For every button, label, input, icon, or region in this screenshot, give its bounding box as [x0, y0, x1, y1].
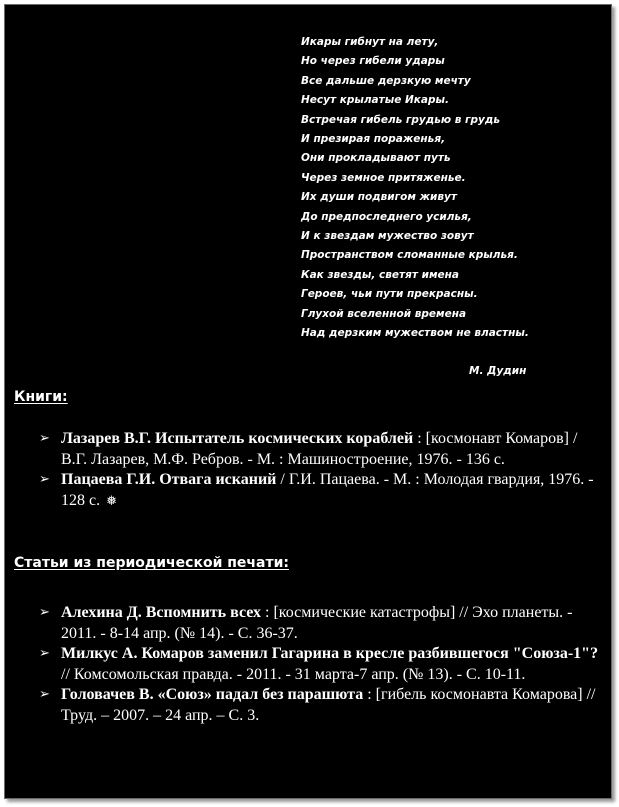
list-item [39, 644, 601, 685]
entry-details: / Г.И. Пацаева. - М. : Молодая гвардия, 1976. - 128 с. [61, 471, 594, 509]
entry-details: // Комсомольская правда. - 2011. - 31 марта-7 апр. (№ 13). - С. 10-11. [61, 665, 526, 683]
arrow-bullet-icon: ➢ [39, 687, 50, 702]
books-list [39, 429, 601, 512]
poem-line: Как звезды, светят имена [301, 268, 459, 281]
poem-author: М. Дудин [469, 365, 527, 377]
entry-title: Головачев В. «Союз» падал без парашюта [61, 686, 364, 703]
list-item [39, 470, 601, 512]
articles-list [39, 603, 601, 726]
poem-line: Через земное притяженье. [301, 171, 466, 184]
poem-line: Но через гибели удары [301, 55, 445, 68]
entry-details: : [гибель космонавта Комарова] // Труд. – 2007. – 24 апр. – С. 3. [61, 686, 596, 724]
arrow-bullet-icon: ➢ [39, 431, 50, 446]
poem-line: Героев, чьи пути прекрасны. [301, 288, 478, 301]
poem-line: До предпоследнего усилья, [301, 210, 472, 223]
list-item [39, 429, 601, 470]
list-item [39, 685, 601, 726]
entry-title: Алехина Д. Вспомнить всех [61, 604, 262, 621]
books-heading: Книги: [14, 389, 68, 405]
entry-title: Пацаева Г.И. Отвага исканий [61, 471, 277, 488]
entry-title: Лазарев В.Г. Испытатель космических кораблей [61, 430, 414, 447]
poem-line: Икары гибнут на лету, [301, 36, 439, 48]
poem-line: И к звездам мужество зовут [301, 230, 474, 243]
poem-line: И презирая пораженья, [301, 133, 446, 146]
entry-details: : [космонавт Комаров] / В.Г. Лазарев, М.Ф. Ребров. - М. : Машиностроение, 1976. - 136 с. [61, 430, 578, 468]
articles-heading: Статьи из периодической печати: [14, 555, 289, 571]
poem-line: Они прокладывают путь [301, 152, 451, 165]
poem-line: Несут крылатые Икары. [301, 94, 449, 107]
poem-line: Глухой вселенной времена [301, 307, 467, 320]
poem-line: Их души подвигом живут [301, 191, 457, 204]
arrow-bullet-icon: ➢ [39, 646, 50, 661]
arrow-bullet-icon: ➢ [39, 472, 50, 487]
poem-line: Все дальше дерзкую мечту [301, 74, 471, 87]
epigraph-poem [301, 33, 529, 344]
list-item [39, 603, 601, 644]
poem-line: Пространством сломанные крылья. [301, 249, 518, 262]
document-frame [4, 4, 612, 799]
arrow-bullet-icon: ➢ [39, 605, 50, 620]
entry-details: : [космические катастрофы] // Эхо планеты. - 2011. - 8-14 апр. (№ 14). - С. 36-37. [61, 604, 573, 642]
snowflake-icon: ❅ [106, 493, 118, 509]
poem-line: Над дерзким мужеством не властны. [301, 327, 529, 340]
entry-title: Милкус А. Комаров заменил Гагарина в кресле разбившегося "Союза-1"? [61, 645, 599, 662]
poem-line: Встречая гибель грудью в грудь [301, 113, 501, 126]
